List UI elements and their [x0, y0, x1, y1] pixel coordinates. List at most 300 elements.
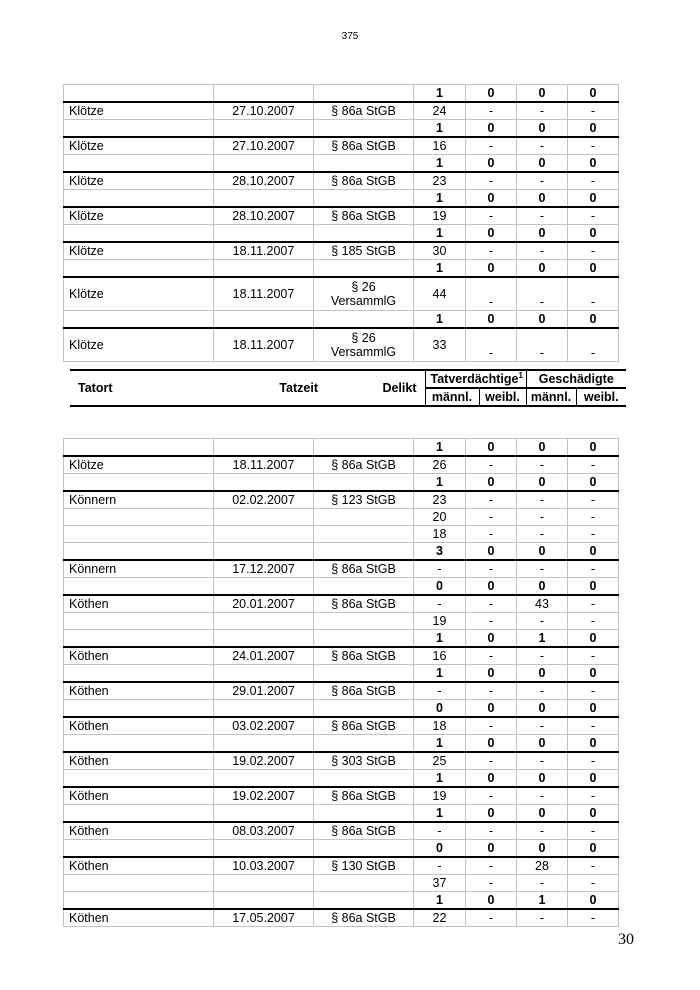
cell-delikt [314, 474, 414, 492]
cell-g-maennl: - [517, 172, 568, 190]
cell-tv-maennl: 30 [414, 242, 466, 260]
cell-tv-maennl: 25 [414, 752, 466, 770]
cell-tv-maennl: - [414, 822, 466, 840]
cell-tv-weibl: 0 [466, 225, 517, 243]
cell-delikt [314, 85, 414, 103]
cell-delikt [314, 665, 414, 683]
cell-delikt [314, 630, 414, 648]
cell-tv-weibl: - [466, 560, 517, 578]
summary-row [64, 474, 619, 492]
cell-tatzeit: 27.10.2007 [214, 137, 314, 155]
cell-g-weibl: 0 [568, 578, 619, 596]
cell-g-weibl: 0 [568, 700, 619, 718]
cell-g-maennl: - [517, 491, 568, 509]
cell-tv-weibl: 0 [466, 543, 517, 561]
cell-tatort [64, 439, 214, 457]
cell-g-maennl: 0 [517, 735, 568, 753]
cell-tatort: Köthen [64, 752, 214, 770]
summary-row [64, 120, 619, 138]
cell-tatort: Klötze [64, 242, 214, 260]
cell-tatort: Klötze [64, 277, 214, 311]
cell-tv-maennl: 18 [414, 717, 466, 735]
cell-tv-weibl: 0 [466, 735, 517, 753]
table-row [64, 277, 619, 311]
cell-tv-weibl: - [466, 613, 517, 630]
cell-tatort: Köthen [64, 822, 214, 840]
summary-row [64, 85, 619, 103]
cell-tatzeit [214, 85, 314, 103]
cell-g-maennl: 0 [517, 770, 568, 788]
cell-tv-maennl: 1 [414, 630, 466, 648]
cell-delikt [314, 805, 414, 823]
cell-tv-maennl: 0 [414, 578, 466, 596]
cell-tatzeit: 18.11.2007 [214, 456, 314, 474]
cell-tatort [64, 613, 214, 630]
summary-row [64, 700, 619, 718]
cell-tatzeit [214, 439, 314, 457]
cell-tv-weibl: - [466, 172, 517, 190]
cell-g-maennl: 0 [517, 225, 568, 243]
cell-tatort: Klötze [64, 102, 214, 120]
cell-tv-weibl: - [466, 909, 517, 927]
cell-tatort: Klötze [64, 172, 214, 190]
cell-delikt: § 86a StGB [314, 787, 414, 805]
table-row [64, 909, 619, 927]
cell-tv-maennl: 1 [414, 474, 466, 492]
cell-tatzeit: 20.01.2007 [214, 595, 314, 613]
summary-row [64, 225, 619, 243]
cell-tatort: Köthen [64, 682, 214, 700]
cell-g-maennl: - [517, 787, 568, 805]
cell-delikt: § 86a StGB [314, 682, 414, 700]
cell-g-maennl: 0 [517, 85, 568, 103]
cell-tv-maennl: 23 [414, 172, 466, 190]
cell-g-maennl: - [517, 526, 568, 543]
header-tatverdaechtige: Tatverdächtige$^1$ [425, 370, 526, 388]
cell-g-weibl: 0 [568, 120, 619, 138]
cell-g-maennl: 0 [517, 155, 568, 173]
cell-tv-maennl: 1 [414, 770, 466, 788]
cell-g-weibl: 0 [568, 85, 619, 103]
cell-g-weibl: - [568, 526, 619, 543]
cell-tv-maennl: 19 [414, 613, 466, 630]
cell-tatort [64, 735, 214, 753]
cell-g-weibl: - [568, 328, 619, 362]
cell-g-maennl: - [517, 509, 568, 526]
header-geschaedigte: Geschädigte [526, 370, 626, 388]
cell-tv-maennl: 1 [414, 439, 466, 457]
cell-tatort: Köthen [64, 909, 214, 927]
cell-tatort: Klötze [64, 456, 214, 474]
cell-tatort [64, 892, 214, 910]
cell-g-weibl: - [568, 857, 619, 875]
cell-tatort: Köthen [64, 717, 214, 735]
cell-tv-weibl: 0 [466, 439, 517, 457]
cell-g-maennl: - [517, 717, 568, 735]
summary-row [64, 892, 619, 910]
cell-tv-maennl: 19 [414, 207, 466, 225]
cell-tatzeit: 02.02.2007 [214, 491, 314, 509]
header-tatort: Tatort [70, 370, 227, 406]
cell-tatzeit [214, 509, 314, 526]
table-row [64, 328, 619, 362]
cell-g-weibl: 0 [568, 311, 619, 329]
cell-delikt: § 86a StGB [314, 456, 414, 474]
cell-g-weibl: 0 [568, 892, 619, 910]
cell-tv-weibl: - [466, 787, 517, 805]
cell-tatort [64, 509, 214, 526]
cell-tv-maennl: - [414, 682, 466, 700]
cell-delikt [314, 509, 414, 526]
cell-tatzeit: 18.11.2007 [214, 277, 314, 311]
cell-tv-weibl: - [466, 595, 517, 613]
cell-tatort [64, 770, 214, 788]
table-row [64, 595, 619, 613]
cell-delikt [314, 840, 414, 858]
cell-delikt: § 86a StGB [314, 207, 414, 225]
cell-tv-weibl: - [466, 491, 517, 509]
cell-delikt: § 86a StGB [314, 172, 414, 190]
cell-tatort: Köthen [64, 857, 214, 875]
table-row [64, 787, 619, 805]
cell-tv-weibl: - [466, 328, 517, 362]
cell-tv-maennl: 33 [414, 328, 466, 362]
cell-g-weibl: - [568, 822, 619, 840]
cell-g-maennl: 0 [517, 578, 568, 596]
cell-tatort [64, 190, 214, 208]
table-row [64, 875, 619, 892]
summary-row [64, 805, 619, 823]
table-row [64, 857, 619, 875]
cell-g-weibl: - [568, 717, 619, 735]
cell-tatzeit: 18.11.2007 [214, 328, 314, 362]
cell-tv-weibl: - [466, 752, 517, 770]
cell-g-maennl: 0 [517, 665, 568, 683]
cell-tatort: Könnern [64, 560, 214, 578]
table-row [64, 456, 619, 474]
table-row [64, 526, 619, 543]
cell-tatzeit [214, 630, 314, 648]
cell-g-weibl: 0 [568, 543, 619, 561]
cell-tatzeit [214, 700, 314, 718]
cell-g-maennl: 0 [517, 840, 568, 858]
cell-g-maennl: 0 [517, 543, 568, 561]
summary-row [64, 770, 619, 788]
cell-g-weibl: 0 [568, 225, 619, 243]
summary-row [64, 543, 619, 561]
cell-tv-weibl: - [466, 277, 517, 311]
cell-delikt [314, 700, 414, 718]
footnote-marker: 1 [518, 370, 523, 380]
cell-g-weibl: - [568, 752, 619, 770]
cell-g-weibl: 0 [568, 770, 619, 788]
cell-tatort: Könnern [64, 491, 214, 509]
header-delikt: Delikt [326, 370, 425, 406]
cell-g-maennl: 0 [517, 700, 568, 718]
summary-row [64, 190, 619, 208]
cell-g-maennl: - [517, 560, 568, 578]
cell-tatzeit: 29.01.2007 [214, 682, 314, 700]
cell-tv-maennl: - [414, 560, 466, 578]
header-g-maennl: männl. [526, 388, 576, 406]
table-row [64, 172, 619, 190]
header-tv-weibl: weibl. [479, 388, 526, 406]
cell-delikt: § 86a StGB [314, 560, 414, 578]
cell-delikt [314, 892, 414, 910]
cell-tv-maennl: 0 [414, 700, 466, 718]
cell-tatort: Klötze [64, 207, 214, 225]
table-row [64, 717, 619, 735]
summary-row [64, 840, 619, 858]
cell-tv-maennl: 1 [414, 805, 466, 823]
cell-tv-weibl: - [466, 875, 517, 892]
cell-tatzeit: 17.12.2007 [214, 560, 314, 578]
cell-tatzeit [214, 120, 314, 138]
cell-tatzeit: 19.02.2007 [214, 752, 314, 770]
cell-tv-weibl: 0 [466, 840, 517, 858]
cell-tv-weibl: - [466, 242, 517, 260]
cell-g-maennl: - [517, 242, 568, 260]
cell-tatzeit [214, 225, 314, 243]
cell-g-weibl: 0 [568, 630, 619, 648]
cell-tatort [64, 700, 214, 718]
cell-g-weibl: - [568, 682, 619, 700]
cell-tv-weibl: - [466, 822, 517, 840]
cell-delikt [314, 735, 414, 753]
summary-row [64, 155, 619, 173]
cell-tv-maennl: 19 [414, 787, 466, 805]
table-row [64, 491, 619, 509]
cell-tv-weibl: - [466, 647, 517, 665]
cell-tatort: Köthen [64, 647, 214, 665]
cell-g-maennl: 43 [517, 595, 568, 613]
cell-g-maennl: - [517, 875, 568, 892]
incident-table-upper [63, 84, 619, 362]
cell-tatort [64, 543, 214, 561]
cell-g-maennl: 0 [517, 474, 568, 492]
cell-delikt [314, 770, 414, 788]
cell-tv-weibl: 0 [466, 770, 517, 788]
cell-delikt: § 86a StGB [314, 102, 414, 120]
cell-delikt [314, 875, 414, 892]
cell-delikt: § 86a StGB [314, 595, 414, 613]
table-row [64, 242, 619, 260]
cell-delikt: § 26 VersammlG [314, 328, 414, 362]
cell-tv-maennl: - [414, 595, 466, 613]
table-row [64, 647, 619, 665]
cell-g-weibl: - [568, 613, 619, 630]
cell-g-maennl: 1 [517, 630, 568, 648]
cell-tv-weibl: 0 [466, 630, 517, 648]
cell-delikt [314, 613, 414, 630]
cell-g-weibl: 0 [568, 155, 619, 173]
cell-delikt: § 86a StGB [314, 822, 414, 840]
cell-tv-weibl: 0 [466, 155, 517, 173]
cell-g-weibl: 0 [568, 439, 619, 457]
cell-tv-maennl: 1 [414, 735, 466, 753]
cell-g-maennl: - [517, 207, 568, 225]
cell-tatzeit: 24.01.2007 [214, 647, 314, 665]
cell-delikt: § 130 StGB [314, 857, 414, 875]
cell-tatort: Klötze [64, 328, 214, 362]
cell-tatzeit [214, 613, 314, 630]
cell-g-maennl: 0 [517, 805, 568, 823]
cell-tv-weibl: - [466, 456, 517, 474]
cell-g-weibl: - [568, 560, 619, 578]
cell-delikt: § 303 StGB [314, 752, 414, 770]
cell-tatzeit [214, 805, 314, 823]
page-number-bottom: 30 [618, 931, 634, 948]
cell-tatzeit: 18.11.2007 [214, 242, 314, 260]
cell-tatzeit [214, 543, 314, 561]
cell-tatort [64, 875, 214, 892]
cell-delikt: § 26 VersammlG [314, 277, 414, 311]
table-row [64, 560, 619, 578]
cell-tatzeit: 27.10.2007 [214, 102, 314, 120]
cell-tv-maennl: 0 [414, 840, 466, 858]
cell-tatzeit [214, 665, 314, 683]
summary-row [64, 439, 619, 457]
header-tatzeit: Tatzeit [227, 370, 326, 406]
cell-tv-maennl: 1 [414, 155, 466, 173]
cell-tv-maennl: 44 [414, 277, 466, 311]
cell-g-maennl: 0 [517, 439, 568, 457]
cell-g-weibl: - [568, 787, 619, 805]
cell-tatzeit [214, 311, 314, 329]
table-row [64, 207, 619, 225]
cell-tv-weibl: - [466, 207, 517, 225]
cell-tv-maennl: 1 [414, 260, 466, 278]
cell-g-maennl: 0 [517, 311, 568, 329]
cell-tv-weibl: - [466, 137, 517, 155]
table-row [64, 509, 619, 526]
cell-tatzeit [214, 840, 314, 858]
cell-g-weibl: - [568, 277, 619, 311]
cell-delikt [314, 155, 414, 173]
cell-tatort [64, 155, 214, 173]
table-row [64, 682, 619, 700]
cell-tatzeit [214, 526, 314, 543]
cell-tv-maennl: 22 [414, 909, 466, 927]
cell-delikt: § 86a StGB [314, 647, 414, 665]
cell-delikt: § 185 StGB [314, 242, 414, 260]
cell-tatort [64, 225, 214, 243]
cell-tatzeit [214, 875, 314, 892]
cell-tv-weibl: - [466, 526, 517, 543]
cell-tv-weibl: 0 [466, 311, 517, 329]
cell-tv-weibl: - [466, 857, 517, 875]
cell-g-weibl: 0 [568, 474, 619, 492]
cell-delikt: § 86a StGB [314, 137, 414, 155]
cell-tatort [64, 665, 214, 683]
cell-tatzeit [214, 770, 314, 788]
cell-tv-weibl: - [466, 102, 517, 120]
cell-g-maennl: 0 [517, 260, 568, 278]
cell-delikt [314, 225, 414, 243]
cell-tatzeit: 03.02.2007 [214, 717, 314, 735]
cell-g-weibl: - [568, 137, 619, 155]
cell-tv-maennl: - [414, 857, 466, 875]
cell-tv-maennl: 18 [414, 526, 466, 543]
page-number-top: 375 [341, 31, 359, 42]
cell-delikt [314, 439, 414, 457]
cell-tatort: Köthen [64, 595, 214, 613]
table-row [64, 137, 619, 155]
cell-tatort [64, 840, 214, 858]
cell-g-maennl: - [517, 328, 568, 362]
cell-tv-maennl: 20 [414, 509, 466, 526]
cell-tatzeit [214, 190, 314, 208]
table-row [64, 613, 619, 630]
table-row [64, 752, 619, 770]
cell-g-maennl: 0 [517, 120, 568, 138]
cell-g-weibl: - [568, 595, 619, 613]
header-g-weibl: weibl. [576, 388, 626, 406]
cell-g-weibl: - [568, 509, 619, 526]
cell-tv-weibl: 0 [466, 700, 517, 718]
cell-g-weibl: 0 [568, 260, 619, 278]
cell-tv-maennl: 16 [414, 137, 466, 155]
cell-tatzeit [214, 155, 314, 173]
cell-g-weibl: - [568, 875, 619, 892]
cell-tv-weibl: 0 [466, 665, 517, 683]
cell-g-maennl: - [517, 647, 568, 665]
cell-tatzeit: 28.10.2007 [214, 207, 314, 225]
cell-tv-maennl: 1 [414, 120, 466, 138]
cell-g-maennl: 28 [517, 857, 568, 875]
cell-tatort [64, 85, 214, 103]
cell-tv-maennl: 1 [414, 225, 466, 243]
cell-tv-maennl: 3 [414, 543, 466, 561]
cell-g-weibl: 0 [568, 840, 619, 858]
cell-tatort: Köthen [64, 787, 214, 805]
cell-g-weibl: - [568, 207, 619, 225]
cell-tatort [64, 630, 214, 648]
table-row [64, 102, 619, 120]
cell-g-weibl: - [568, 909, 619, 927]
table-row [64, 822, 619, 840]
header-tv-maennl: männl. [425, 388, 479, 406]
summary-row [64, 735, 619, 753]
cell-delikt [314, 311, 414, 329]
cell-tv-weibl: 0 [466, 892, 517, 910]
cell-g-maennl: 0 [517, 190, 568, 208]
cell-g-weibl: - [568, 647, 619, 665]
cell-tatzeit: 19.02.2007 [214, 787, 314, 805]
cell-tatort [64, 474, 214, 492]
cell-delikt: § 123 StGB [314, 491, 414, 509]
cell-g-weibl: 0 [568, 190, 619, 208]
cell-tv-maennl: 1 [414, 665, 466, 683]
cell-g-weibl: - [568, 172, 619, 190]
cell-tatzeit: 10.03.2007 [214, 857, 314, 875]
cell-tatort [64, 120, 214, 138]
cell-tv-weibl: 0 [466, 578, 517, 596]
cell-tv-weibl: 0 [466, 474, 517, 492]
summary-row [64, 630, 619, 648]
cell-tatzeit: 08.03.2007 [214, 822, 314, 840]
cell-tatort [64, 311, 214, 329]
cell-g-weibl: - [568, 456, 619, 474]
cell-delikt [314, 578, 414, 596]
cell-tv-maennl: 23 [414, 491, 466, 509]
cell-g-maennl: - [517, 909, 568, 927]
summary-row [64, 260, 619, 278]
cell-tatort: Klötze [64, 137, 214, 155]
summary-row [64, 311, 619, 329]
cell-tatort [64, 805, 214, 823]
cell-tatzeit [214, 260, 314, 278]
